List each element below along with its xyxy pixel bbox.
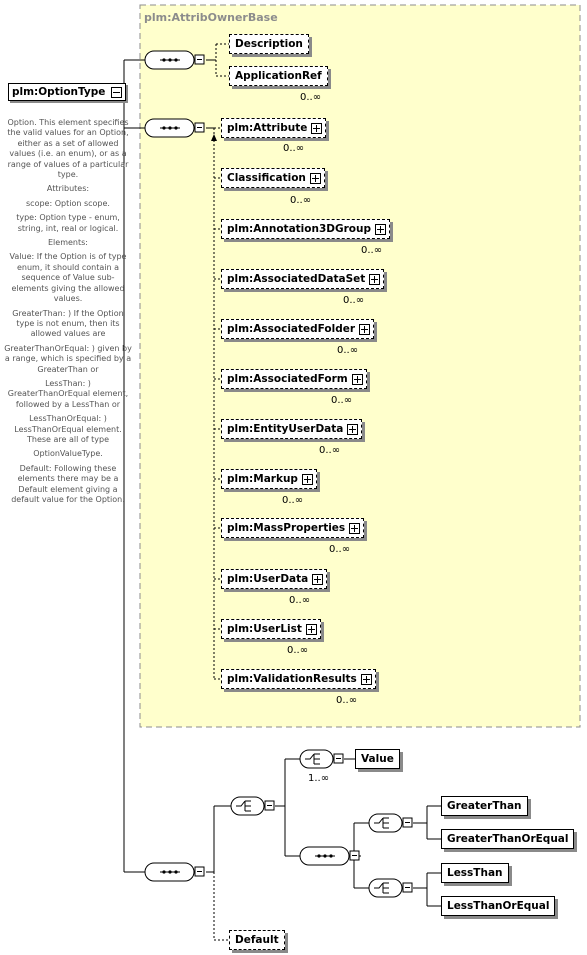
multiplicity-label: 0..∞ [337,345,359,356]
element-label: Default [235,934,279,946]
expand-icon[interactable] [375,224,386,235]
element-label: plm:AssociatedForm [227,373,348,385]
multiplicity-label: 1..∞ [308,773,330,784]
collapse-icon[interactable] [111,87,122,98]
element-label: plm:UserData [227,573,309,585]
element-annotation3dgroup[interactable] [221,219,390,239]
expand-icon[interactable] [312,574,323,585]
expand-icon[interactable] [311,123,322,134]
element-lessthan[interactable] [441,863,509,883]
element-description-box[interactable] [229,34,309,54]
multiplicity-label: 0..∞ [300,92,322,103]
element-applicationref[interactable] [229,66,328,86]
element-associatedform[interactable] [221,369,367,389]
choice-compositor-greater[interactable] [369,814,412,832]
element-greaterthanorequal[interactable] [441,829,574,849]
choice-compositor-1[interactable] [231,797,274,815]
element-label: plm:MassProperties [227,522,346,534]
element-label: plm:Annotation3DGroup [227,223,371,235]
element-massproperties[interactable] [221,518,364,538]
multiplicity-label: 0..∞ [329,544,351,555]
element-label: plm:AssociatedDataSet [227,273,366,285]
expand-icon[interactable] [310,173,321,184]
element-label: plm:Attribute [227,122,308,134]
element-label: plm:Markup [227,473,298,485]
multiplicity-label: 0..∞ [290,195,312,206]
element-lessthanorequal[interactable] [441,896,555,916]
element-greaterthan[interactable] [441,796,528,816]
group-box [140,5,580,727]
element-markup[interactable] [221,469,317,489]
choice-compositor-less[interactable] [369,879,412,897]
choice-compositor-value[interactable] [300,750,343,768]
expand-icon[interactable] [349,523,360,534]
root-element-label: plm:OptionType [12,86,106,98]
sequence-compositor-3[interactable] [145,863,204,881]
element-validationresults[interactable] [221,669,376,689]
root-element[interactable] [8,83,126,101]
element-userdata[interactable] [221,569,327,589]
element-label: GreaterThanOrEqual [447,833,569,845]
element-userlist[interactable] [221,619,321,639]
multiplicity-label: 0..∞ [319,445,341,456]
expand-icon[interactable] [347,424,358,435]
expand-icon[interactable] [361,674,372,685]
multiplicity-label: 0..∞ [289,595,311,606]
element-label: Value [361,753,394,765]
element-label: plm:EntityUserData [227,423,344,435]
multiplicity-label: 0..∞ [287,645,309,656]
sequence-compositor-4[interactable] [300,847,359,865]
multiplicity-label: 0..∞ [336,695,358,706]
element-default[interactable] [229,930,285,950]
element-label: Classification [227,172,306,184]
element-associateddataset[interactable] [221,269,384,289]
expand-icon[interactable] [359,324,370,335]
multiplicity-label: 0..∞ [361,245,383,256]
multiplicity-label: 0..∞ [331,395,353,406]
element-associatedfolder[interactable] [221,319,374,339]
expand-icon[interactable] [352,374,363,385]
element-label: Description [235,38,303,50]
expand-icon[interactable] [302,474,313,485]
element-description: Option. This element specifies the valid values for an Option, either as a set of allowed values (i.e. an enum), or as a range of values of a particular type. Attributes: scope: Option scope. type: Option type - enum, string, int, real or logical. Elements: Value: If the Option is of type enum, it should contain a sequence of Value sub-elements giving the allowed values. GreaterThan: ) If the Option type is not enum, then its allowed values are GreaterThanOrEqual: ) given by a range, which is specified by a GreaterThan or LessThan: ) GreaterThanOrEqual element, followed by a LessThan or LessThanOrEqual: ) LessThanOrEqual element. These are all of type OptionValueType. Default: Following these elements there may be a Default element giving a default value for the Option. [4,118,132,504]
element-label: LessThanOrEqual [447,900,550,912]
element-label: plm:AssociatedFolder [227,323,356,335]
element-label: plm:UserList [227,623,302,635]
element-label: GreaterThan [447,800,522,812]
element-entityuserdata[interactable] [221,419,362,439]
element-label: ApplicationRef [235,70,322,82]
element-label: LessThan [447,867,503,879]
group-title: plm:AttribOwnerBase [144,11,278,24]
expand-icon[interactable] [306,624,317,635]
multiplicity-label: 0..∞ [343,295,365,306]
expand-icon[interactable] [369,274,380,285]
multiplicity-label: 0..∞ [282,495,304,506]
element-label: plm:ValidationResults [227,673,357,685]
element-classification[interactable] [221,168,325,188]
multiplicity-label: 0..∞ [283,143,305,154]
element-value[interactable] [355,749,400,769]
element-attribute[interactable] [221,118,326,138]
